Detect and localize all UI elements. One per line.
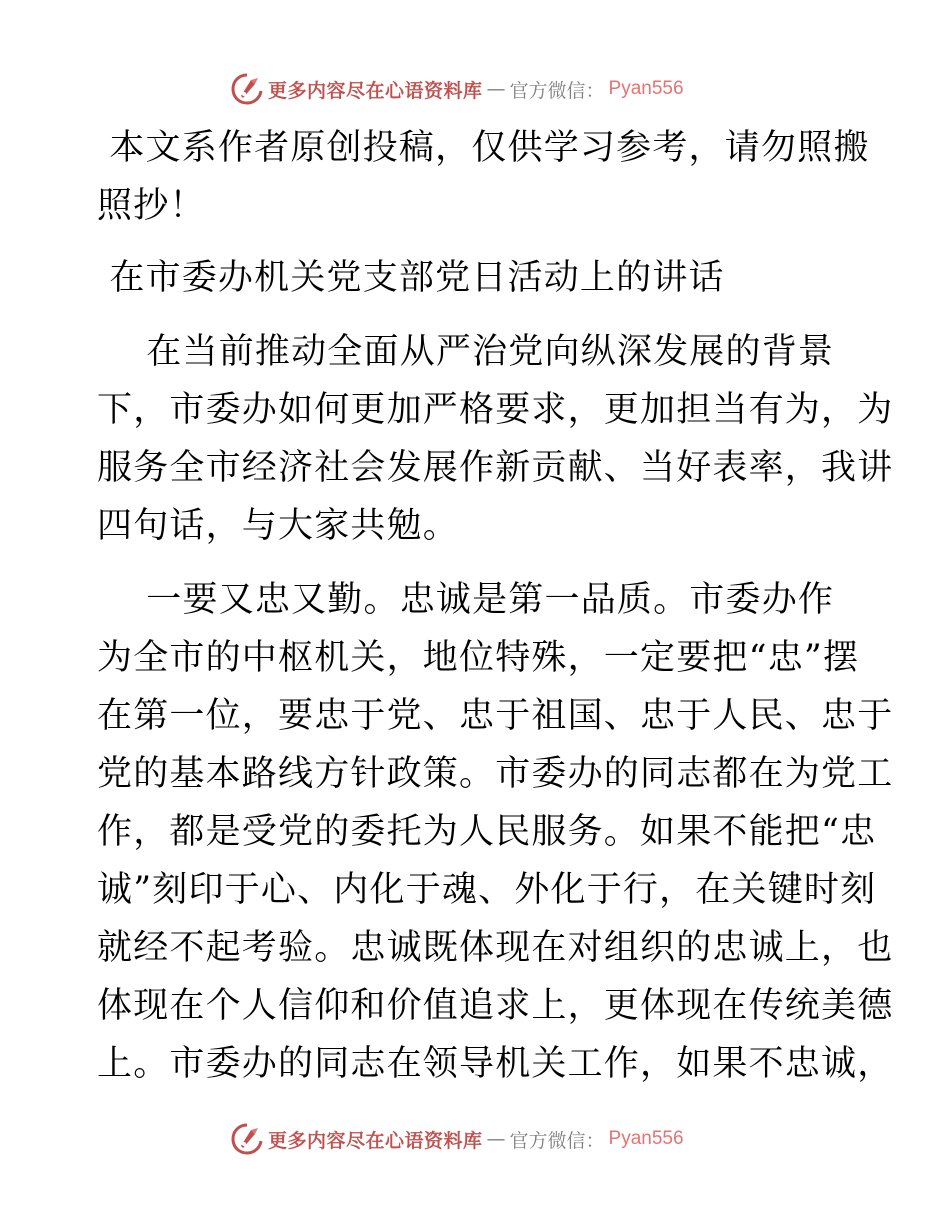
paragraph2-line: 为全市的中枢机关，地位特殊，一定要把“忠”摆 [97, 638, 860, 678]
pen-nib-logo-icon [230, 1122, 264, 1156]
paragraph1-line: 四句话，与大家共勉。 [97, 506, 460, 546]
paragraph2-line: 一要又忠又勤。忠诚是第一品质。市委办作 [97, 580, 835, 620]
paragraph2-line: 在第一位，要忠于党、忠于祖国、忠于人民、忠于 [97, 696, 894, 736]
watermark-brand-text: 更多内容尽在心语资料库 [268, 1129, 483, 1152]
pen-nib-logo-icon [230, 72, 264, 106]
paragraph2-line: 上。市委办的同志在领导机关工作，如果不忠诚， [97, 1044, 894, 1084]
paragraph1-line: 服务全市经济社会发展作新贡献、当好表率，我讲 [97, 448, 894, 488]
watermark-wechat-label: 官方微信： [509, 79, 605, 102]
paragraph2-line: 就经不起考验。忠诚既体现在对组织的忠诚上，也 [97, 928, 894, 968]
paragraph2-line: 诚”刻印于心、内化于魂、外化于行，在关键时刻 [97, 870, 877, 910]
watermark-wechat-id: Pyan556 [608, 78, 684, 99]
notice-line-1: 本文系作者原创投稿，仅供学习参考，请勿照搬 [97, 128, 870, 168]
watermark-separator: — [486, 1128, 506, 1150]
watermark-separator: — [486, 78, 506, 100]
header-watermark [230, 72, 684, 106]
paragraph1-line: 下，市委办如何更加严格要求，更加担当有为，为 [97, 390, 894, 430]
footer-watermark [230, 1122, 684, 1156]
paragraph2-line: 体现在个人信仰和价值追求上，更体现在传统美德 [97, 986, 894, 1026]
paragraph2-line: 作，都是受党的委托为人民服务。如果不能把“忠 [97, 812, 877, 852]
speech-title: 在市委办机关党支部党日活动上的讲话 [97, 258, 725, 298]
watermark-brand-text: 更多内容尽在心语资料库 [268, 79, 483, 102]
paragraph1-line: 在当前推动全面从严治党向纵深发展的背景 [97, 332, 835, 372]
notice-line-2: 照抄！ [97, 186, 206, 226]
watermark-wechat-id: Pyan556 [608, 1128, 684, 1149]
watermark-wechat-label: 官方微信： [509, 1129, 605, 1152]
paragraph2-line: 党的基本路线方针政策。市委办的同志都在为党工 [97, 754, 894, 794]
